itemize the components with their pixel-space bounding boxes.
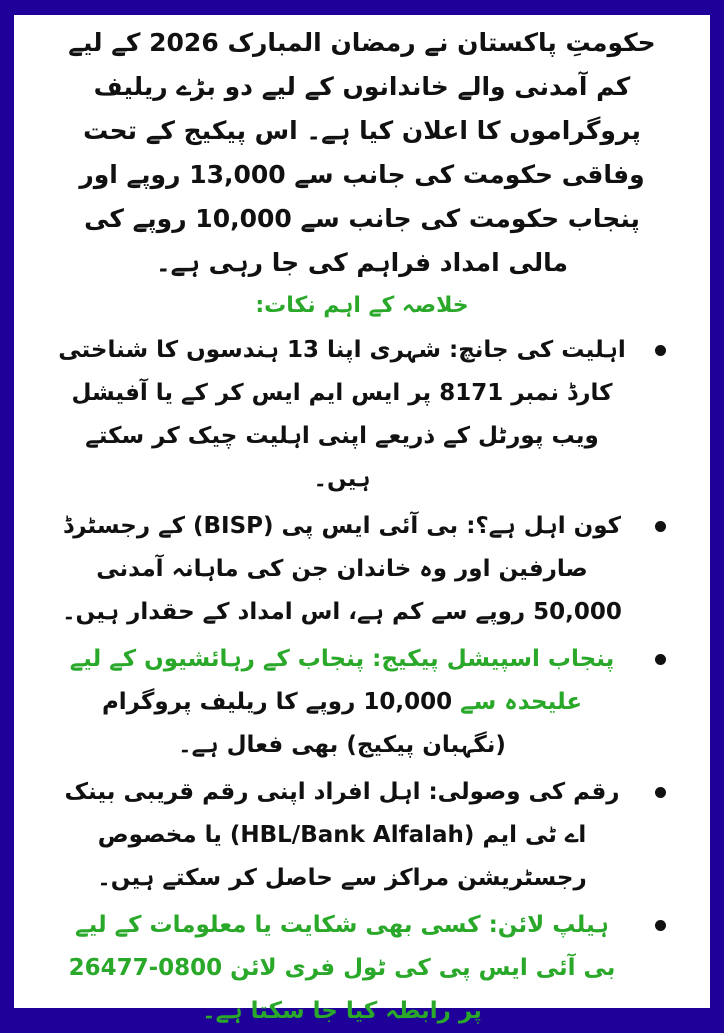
point-who-is-eligible	[54, 505, 670, 634]
key-points-list	[54, 329, 670, 1033]
bullet-icon	[655, 787, 666, 798]
summary-heading: خلاصہ کے اہم نکات:	[255, 293, 469, 318]
point-helpline	[54, 904, 670, 1033]
document-page	[14, 15, 710, 1024]
bullet-icon	[655, 654, 666, 665]
bullet-icon	[655, 521, 666, 532]
point-text: اہلیت کی جانچ: شہری اپنا 13 ہندسوں کا شناختی کارڈ نمبر 8171 پر ایس ایم ایس کر کے یا آفیشل ویب پورٹل کے ذریعے اپنی اہلیت چیک کر سکتے ہیں۔	[58, 337, 626, 492]
point-receiving-amount	[54, 771, 670, 900]
point-punjab-special-package	[54, 638, 670, 767]
bullet-icon	[655, 920, 666, 931]
point-text: 10,000 روپے کا ریلیف پروگرام (نگہبان پیکیج) بھی فعال ہے۔	[101, 689, 506, 758]
bullet-icon	[655, 345, 666, 356]
document-content	[14, 15, 710, 1033]
point-text: ہیلپ لائن: کسی بھی شکایت یا معلومات کے لیے بی آئی ایس پی کی ٹول فری لائن 0800-26477 پر رابطہ کیا جا سکتا ہے۔	[68, 912, 616, 1024]
point-eligibility-check	[54, 329, 670, 501]
point-text: رقم کی وصولی: اہل افراد اپنی رقم قریبی بینک اے ٹی ایم (HBL/Bank Alfalah) یا مخصوص رجسٹریشن مراکز سے حاصل کر سکتے ہیں۔	[64, 779, 620, 891]
point-text-green: پنجاب اسپیشل پیکیج: پنجاب کے رہائشیوں کے لیے علیحدہ سے	[69, 646, 615, 715]
point-text: کون اہل ہے؟: بی آئی ایس پی (BISP) کے رجسٹرڈ صارفین اور وہ خاندان جن کی ماہانہ آمدنی 50,000 روپے سے کم ہے، اس امداد کے حقدار ہیں۔	[62, 513, 622, 625]
intro-paragraph: حکومتِ پاکستان نے رمضان المبارک 2026 کے لیے کم آمدنی والے خاندانوں کے لیے دو بڑے ریلیف پروگراموں کا اعلان کیا ہے۔ اس پیکیج کے تحت وفاقی حکومت کی جانب سے 13,000 روپے اور پنجاب حکومت کی جانب سے 10,000 روپے کی مالی امداد فراہم کی جا رہی ہے۔	[68, 28, 656, 277]
